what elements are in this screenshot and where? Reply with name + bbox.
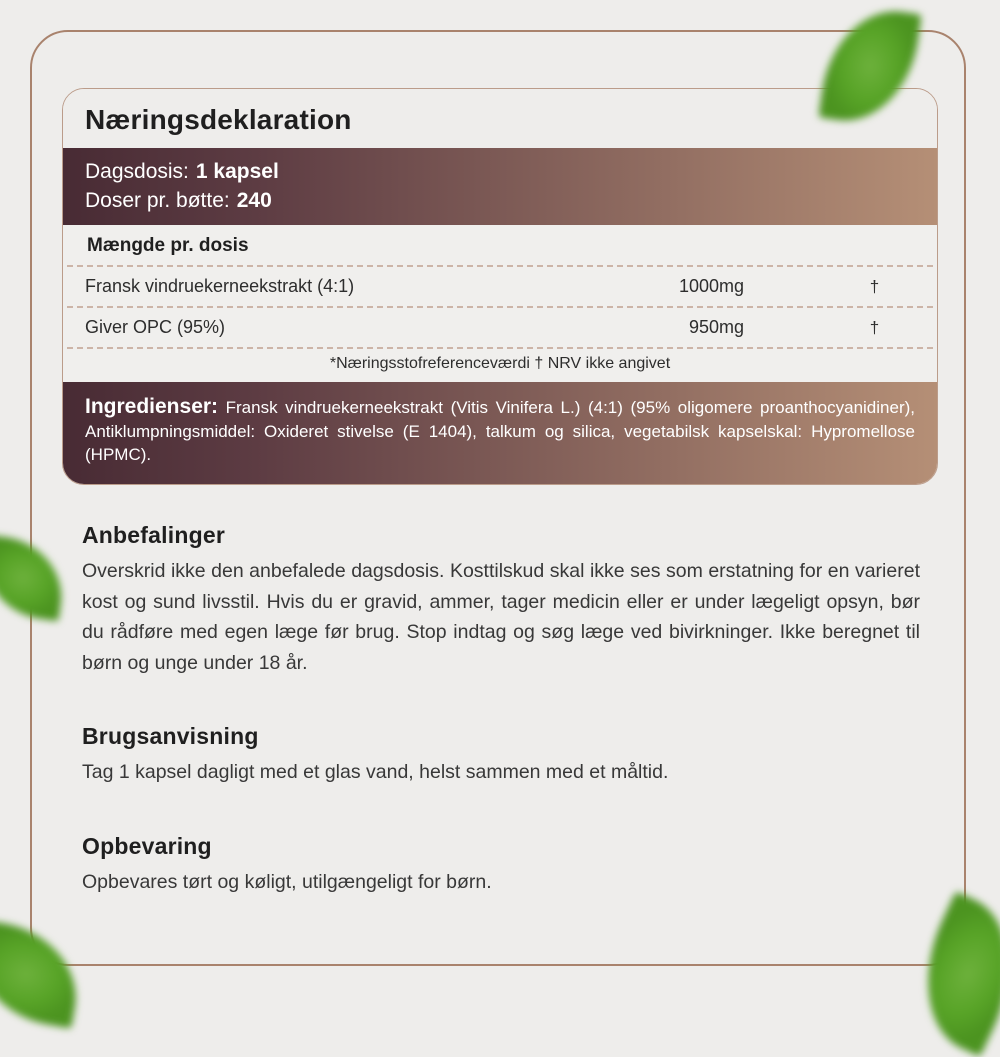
daily-dose-line [85, 157, 915, 186]
section-brugsanvisning [82, 723, 920, 788]
ingredients-label: Ingredienser: [85, 395, 219, 418]
section-body: Overskrid ikke den anbefalede dagsdosis. Kosttilskud skal ikke ses som erstatning for en varieret kost og sund livsstil. Hvis du er gravid, ammer, tager medicin eller er under lægeligt opsyn, bør du rådføre med egen læge før brug. Stop indtag og søg læge ved bivirkninger. Ikke beregnet til børn og unge under 18 år. [82, 560, 920, 674]
ingredient-name: Fransk vindruekerneekstrakt (4:1) [85, 276, 355, 296]
section-heading: Anbefalinger [82, 522, 225, 548]
section-body: Opbevares tørt og køligt, utilgængeligt for børn. [82, 870, 492, 893]
daily-dose-label: Dagsdosis: [85, 160, 189, 183]
section-opbevaring [82, 833, 920, 898]
nrv-dagger: † [869, 317, 880, 337]
ingredient-amount: 1000mg [678, 276, 744, 296]
ingredients-text: Fransk vindruekerneekstrakt (Vitis Vinifera L.) (4:1) (95% oligomere proanthocyanidiner), Antiklumpningsmiddel: Oxideret stivelse (E 1404), talkum og silica, vegetabilsk kapselskal: Hypromellose (HPMC). [85, 398, 915, 464]
nutrition-table [63, 225, 937, 382]
table-row [63, 308, 937, 347]
table-row [63, 267, 937, 306]
section-body: Tag 1 kapsel dagligt med et glas vand, helst sammen med et måltid. [82, 761, 669, 783]
servings-line [85, 186, 915, 215]
ingredient-name: Giver OPC (95%) [85, 317, 226, 337]
section-anbefalinger [82, 522, 920, 678]
ingredient-amount: 950mg [688, 317, 744, 337]
info-sections [82, 522, 920, 934]
dose-bar [63, 148, 937, 225]
ingredients-panel [63, 382, 937, 484]
panel-title: Næringsdeklaration [63, 89, 937, 148]
servings-value: 240 [236, 189, 272, 212]
nrv-footnote: *Næringsstofreferenceværdi † NRV ikke angivet [329, 355, 671, 372]
daily-dose-value: 1 kapsel [195, 160, 279, 183]
nrv-dagger: † [869, 276, 880, 296]
table-header: Mængde pr. dosis [87, 235, 249, 256]
nutrition-declaration-card [62, 88, 938, 485]
section-heading: Brugsanvisning [82, 723, 259, 749]
section-heading: Opbevaring [82, 832, 212, 859]
servings-label: Doser pr. bøtte: [85, 189, 230, 212]
